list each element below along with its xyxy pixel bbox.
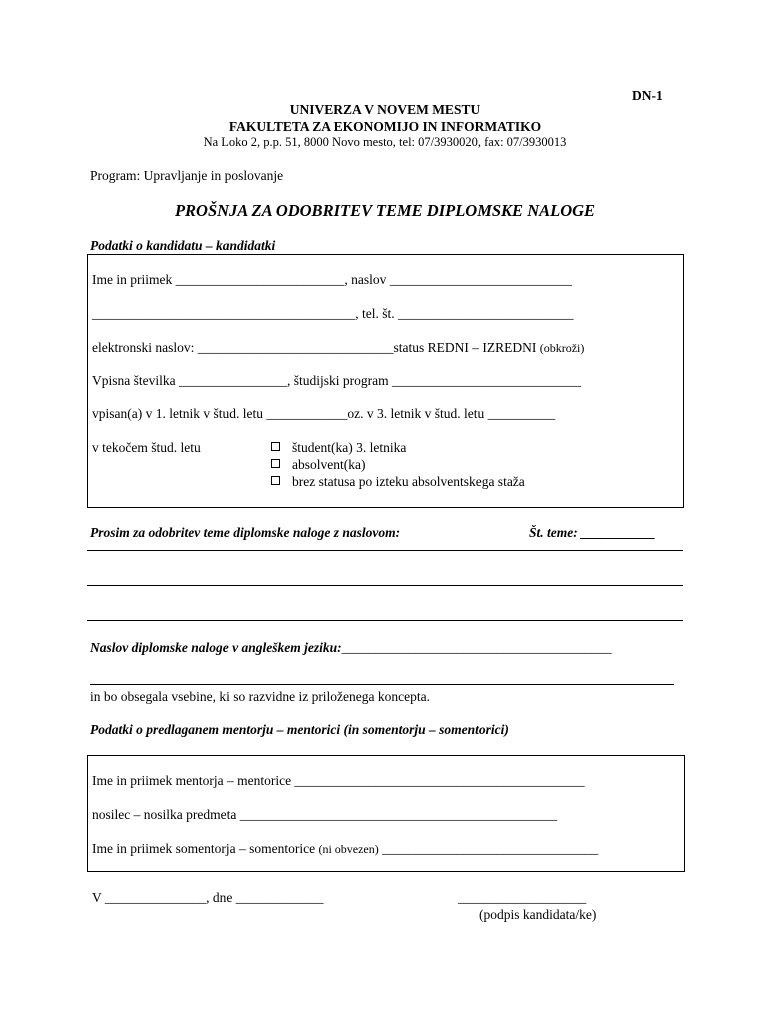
- university-name: UNIVERZA V NOVEM MESTU: [289, 102, 481, 117]
- checkbox-icon[interactable]: [271, 459, 280, 468]
- topic-line-3[interactable]: [87, 620, 683, 621]
- form-code: DN-1: [632, 88, 663, 103]
- circle-note: (obkroži): [539, 341, 585, 355]
- candidate-heading: Podatki o kandidatu – kandidatki: [90, 238, 276, 253]
- content-note: in bo obsegala vsebine, ki so razvidne iz priloženega koncepta.: [90, 689, 431, 704]
- mentor-name-field[interactable]: Ime in priimek mentorja – mentorice ___________________________________________: [92, 773, 585, 788]
- faculty-address: Na Loko 2, p.p. 51, 8000 Novo mesto, tel: 07/3930020, fax: 07/3930013: [203, 135, 567, 149]
- email-status-field[interactable]: [92, 340, 584, 356]
- current-year-label: v tekočem štud. letu: [92, 440, 201, 455]
- enrollment-year-field[interactable]: vpisan(a) v 1. letnik v štud. letu ____________oz. v 3. letnik v štud. letu __________: [92, 406, 556, 421]
- status-option-no-status[interactable]: brez statusa po izteku absolventskega staža: [271, 474, 525, 490]
- name-address-field[interactable]: Ime in priimek _________________________, naslov ___________________________: [92, 272, 572, 287]
- english-title-line[interactable]: [90, 684, 674, 685]
- address-phone-field[interactable]: _______________________________________, tel. št. __________________________: [92, 306, 574, 321]
- english-title-label: Naslov diplomske naloge v angleškem jeziku:: [90, 640, 342, 655]
- status-option-absolvent[interactable]: absolvent(ka): [271, 457, 365, 473]
- co-mentor-field[interactable]: Ime in priimek somentorja – somentorice (ni obvezen) ________________________________: [92, 841, 599, 856]
- enrollment-program-field[interactable]: Vpisna številka ________________, študijski program ____________________________: [92, 373, 581, 388]
- checkbox-icon[interactable]: [271, 442, 280, 451]
- optional-note: (ni obvezen): [318, 842, 379, 856]
- topic-number-field[interactable]: Št. teme: ___________: [529, 525, 656, 540]
- page-title: PROŠNJA ZA ODOBRITEV TEME DIPLOMSKE NALOGE: [174, 201, 596, 220]
- topic-request-label: Prosim za odobritev teme diplomske naloge z naslovom:: [90, 525, 401, 540]
- signature-line[interactable]: ___________________: [458, 890, 587, 905]
- topic-line-2[interactable]: [87, 585, 683, 586]
- course-holder-field[interactable]: nosilec – nosilka predmeta _______________________________________________: [92, 807, 557, 822]
- co-mentor-label: Ime in priimek somentorja – somentorice: [92, 841, 319, 856]
- place-date-field[interactable]: V _______________, dne _____________: [92, 890, 324, 905]
- topic-line-1[interactable]: [87, 550, 683, 551]
- mentor-heading: Podatki o predlaganem mentorju – mentorici (in somentorju – somentorici): [90, 722, 509, 737]
- faculty-name: FAKULTETA ZA EKONOMIJO IN INFORMATIKO: [228, 119, 542, 134]
- email-status-label: elektronski naslov: _____________________________status REDNI – IZREDNI: [92, 340, 540, 355]
- signature-label: (podpis kandidata/ke): [479, 907, 597, 922]
- status-option-student[interactable]: študent(ka) 3. letnika: [271, 440, 406, 456]
- english-title-field[interactable]: Naslov diplomske naloge v angleškem jeziku:________________________________________: [90, 640, 612, 655]
- checkbox-icon[interactable]: [271, 476, 280, 485]
- program-line: Program: Upravljanje in poslovanje: [90, 168, 284, 183]
